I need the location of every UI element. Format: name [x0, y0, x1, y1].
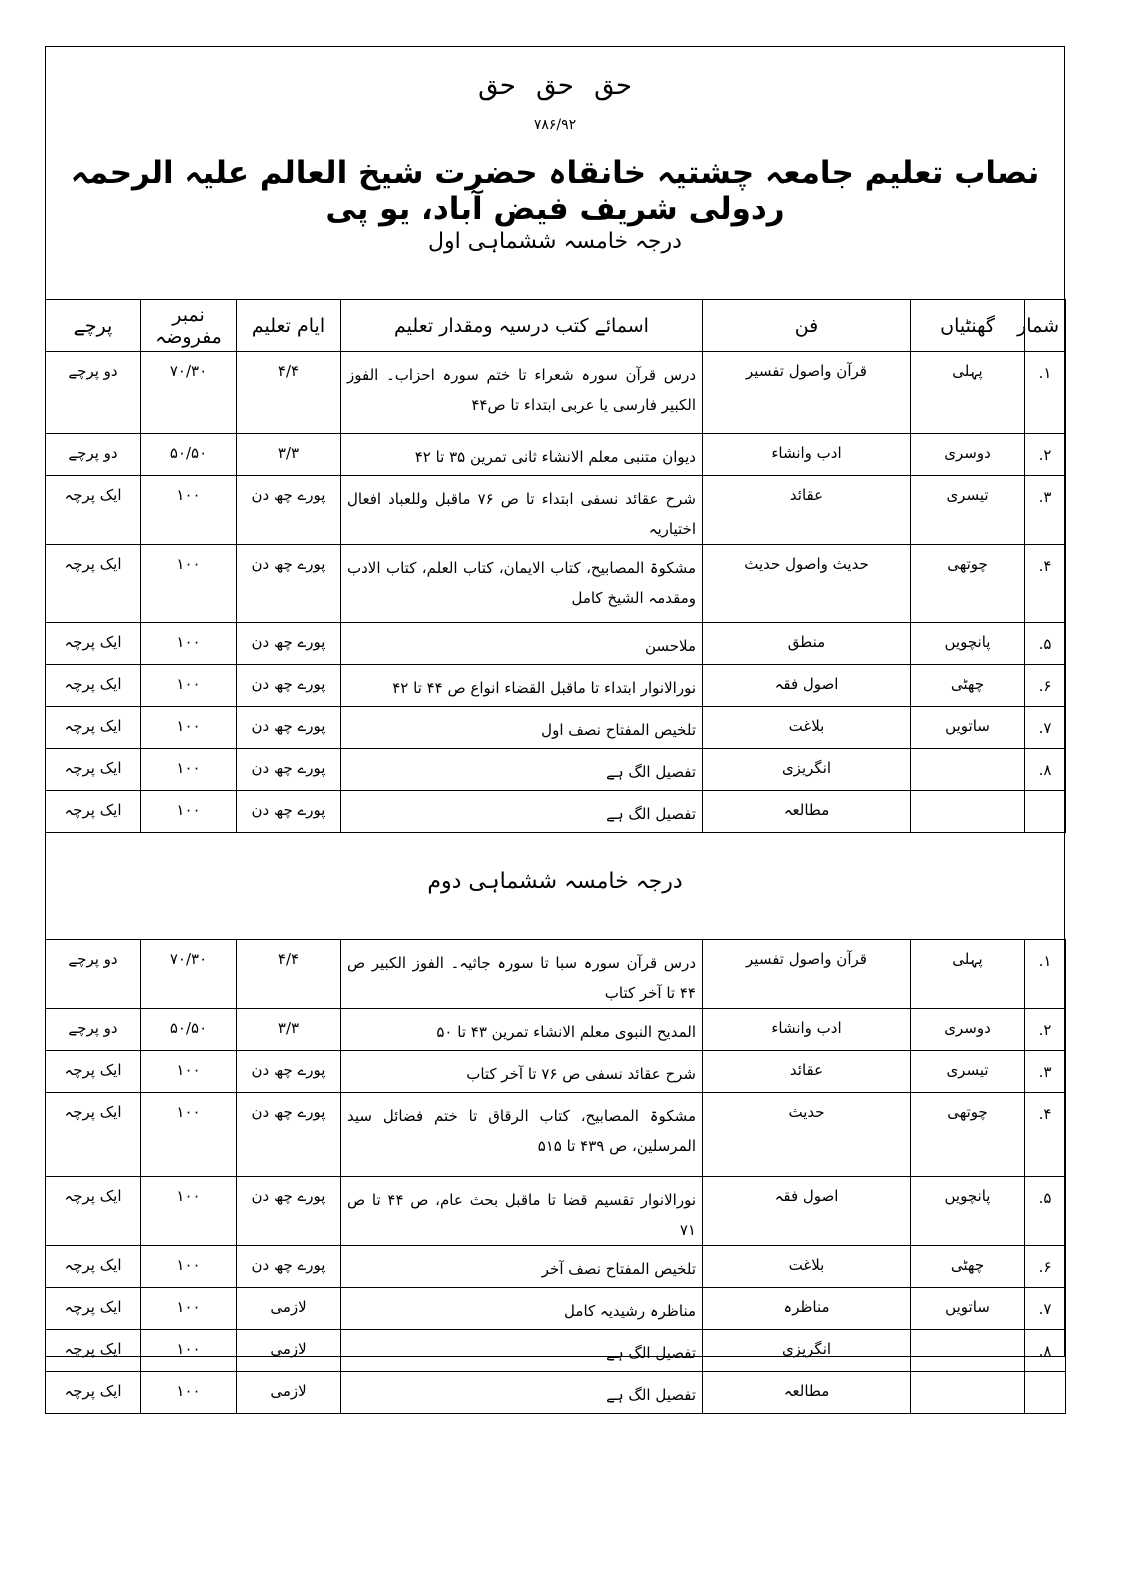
- table-row: [46, 1051, 1066, 1093]
- row-subject: بلاغت: [703, 707, 911, 749]
- row-marks: ۱۰۰: [141, 791, 237, 833]
- row-subject: مطالعہ: [703, 1372, 911, 1414]
- syllabus-table-semester-1: [45, 299, 1066, 833]
- row-days: پورے چھ دن: [237, 665, 341, 707]
- row-books: شرح عقائد نسفی ص ۷۶ تا آخر کتاب: [341, 1051, 703, 1093]
- row-days: پورے چھ دن: [237, 749, 341, 791]
- table-row: [46, 749, 1066, 791]
- row-days: لازمی: [237, 1372, 341, 1414]
- row-paper: دو پرچے: [46, 1009, 141, 1051]
- row-marks: ۱۰۰: [141, 1330, 237, 1372]
- row-period: چوتھی: [911, 1093, 1025, 1177]
- row-subject: قرآن واصول تفسیر: [703, 940, 911, 1009]
- row-days: ۳/۳: [237, 1009, 341, 1051]
- row-subject: قرآن واصول تفسیر: [703, 352, 911, 434]
- row-subject: حدیث واصول حدیث: [703, 545, 911, 623]
- row-number: [1025, 791, 1066, 833]
- header-days: ایام تعلیم: [237, 300, 341, 352]
- row-number: [1025, 1372, 1066, 1414]
- row-number: ۷.: [1025, 707, 1066, 749]
- row-number: ۳.: [1025, 1051, 1066, 1093]
- row-subject: مطالعہ: [703, 791, 911, 833]
- row-period: دوسری: [911, 1009, 1025, 1051]
- row-books: شرح عقائد نسفی ابتداء تا ص ۷۶ ماقبل وللعباد افعال اختیاریہ: [341, 476, 703, 545]
- row-marks: ۱۰۰: [141, 1093, 237, 1177]
- row-period: چھٹی: [911, 1246, 1025, 1288]
- row-number: ۵.: [1025, 1177, 1066, 1246]
- row-books: تلخیص المفتاح نصف اول: [341, 707, 703, 749]
- row-days: ۳/۳: [237, 434, 341, 476]
- row-number: ۱.: [1025, 940, 1066, 1009]
- row-books: مناظرہ رشیدیہ کامل: [341, 1288, 703, 1330]
- row-books: نورالانوار ابتداء تا ماقبل القضاء انواع ص ۴۴ تا ۴۲: [341, 665, 703, 707]
- row-marks: ۱۰۰: [141, 1372, 237, 1414]
- row-subject: بلاغت: [703, 1246, 911, 1288]
- table-row: [46, 665, 1066, 707]
- row-number: ۶.: [1025, 665, 1066, 707]
- row-books: نورالانوار تقسیم قضا تا ماقبل بحث عام، ص ۴۴ تا ص ۷۱: [341, 1177, 703, 1246]
- table-row: [46, 707, 1066, 749]
- row-period: [911, 791, 1025, 833]
- row-period: تیسری: [911, 1051, 1025, 1093]
- table-row: [46, 1009, 1066, 1051]
- row-days: پورے چھ دن: [237, 707, 341, 749]
- row-subject: اصول فقہ: [703, 1177, 911, 1246]
- row-days: ۴/۴: [237, 940, 341, 1009]
- row-marks: ۱۰۰: [141, 665, 237, 707]
- row-days: پورے چھ دن: [237, 791, 341, 833]
- table-row: [46, 1177, 1066, 1246]
- header-books: اسمائے کتب درسیہ ومقدار تعلیم: [341, 300, 703, 352]
- row-books: المدیح النبوی معلم الانشاء تمرین ۴۳ تا ۵۰: [341, 1009, 703, 1051]
- row-marks: ۱۰۰: [141, 1288, 237, 1330]
- row-number: ۳.: [1025, 476, 1066, 545]
- row-number: ۵.: [1025, 623, 1066, 665]
- row-books: تفصیل الگ ہے: [341, 791, 703, 833]
- table-row: [46, 1372, 1066, 1414]
- row-books: تفصیل الگ ہے: [341, 749, 703, 791]
- section-heading-semester-1: درجہ خامسہ ششماہی اول: [428, 229, 682, 254]
- row-paper: ایک پرچہ: [46, 791, 141, 833]
- row-days: پورے چھ دن: [237, 1093, 341, 1177]
- header-period: گھنٹیاں: [911, 300, 1025, 352]
- row-paper: ایک پرچہ: [46, 1177, 141, 1246]
- table-row: [46, 940, 1066, 1009]
- row-number: ۱.: [1025, 352, 1066, 434]
- row-number: ۴.: [1025, 1093, 1066, 1177]
- syllabus-sheet: [45, 46, 1065, 1404]
- row-marks: ۷۰/۳۰: [141, 940, 237, 1009]
- row-books: مشکوۃ المصابیح، کتاب الرقاق تا ختم فضائل سید المرسلین، ص ۴۳۹ تا ۵۱۵: [341, 1093, 703, 1177]
- row-subject: مناظرہ: [703, 1288, 911, 1330]
- row-days: ۴/۴: [237, 352, 341, 434]
- row-paper: ایک پرچہ: [46, 1246, 141, 1288]
- row-period: پہلی: [911, 940, 1025, 1009]
- row-days: پورے چھ دن: [237, 1051, 341, 1093]
- row-books: درس قرآن سورہ سبا تا سورہ جاثیہ۔ الفوز الکبیر ص ۴۴ تا آخر کتاب: [341, 940, 703, 1009]
- header-paper: پرچے: [46, 300, 141, 352]
- row-period: ساتویں: [911, 707, 1025, 749]
- row-paper: ایک پرچہ: [46, 749, 141, 791]
- row-books: دیوان متنبی معلم الانشاء ثانی تمرین ۳۵ تا ۴۲: [341, 434, 703, 476]
- row-marks: ۱۰۰: [141, 1051, 237, 1093]
- row-days: پورے چھ دن: [237, 623, 341, 665]
- table-row: [46, 1093, 1066, 1177]
- syllabus-table-semester-2: [45, 939, 1066, 1414]
- section-heading-semester-2: درجہ خامسہ ششماہی دوم: [427, 869, 683, 894]
- row-paper: ایک پرچہ: [46, 1051, 141, 1093]
- row-subject: انگریزی: [703, 749, 911, 791]
- row-books: تلخیص المفتاح نصف آخر: [341, 1246, 703, 1288]
- row-days: پورے چھ دن: [237, 545, 341, 623]
- row-marks: ۵۰/۵۰: [141, 1009, 237, 1051]
- row-days: پورے چھ دن: [237, 476, 341, 545]
- row-paper: ایک پرچہ: [46, 1372, 141, 1414]
- row-period: [911, 1372, 1025, 1414]
- row-number: ۴.: [1025, 545, 1066, 623]
- row-number: ۸.: [1025, 749, 1066, 791]
- page-title: نصاب تعلیم جامعہ چشتیہ خانقاہ حضرت شیخ العالم علیہ الرحمہ ردولی شریف فیض آباد، یو پی: [70, 155, 1040, 227]
- row-subject: عقائد: [703, 476, 911, 545]
- row-paper: ایک پرچہ: [46, 707, 141, 749]
- table-row: [46, 476, 1066, 545]
- reference-number: ۷۸۶/۹۲: [533, 117, 577, 133]
- table-row: [46, 352, 1066, 434]
- header-fan: فن: [703, 300, 911, 352]
- row-marks: ۱۰۰: [141, 545, 237, 623]
- row-marks: ۱۰۰: [141, 749, 237, 791]
- table-row: [46, 1288, 1066, 1330]
- row-marks: ۱۰۰: [141, 1177, 237, 1246]
- row-subject: ادب وانشاء: [703, 1009, 911, 1051]
- header-marks: نمبر مفروضہ: [141, 300, 237, 352]
- row-period: پہلی: [911, 352, 1025, 434]
- row-number: ۸.: [1025, 1330, 1066, 1372]
- row-marks: ۵۰/۵۰: [141, 434, 237, 476]
- row-days: پورے چھ دن: [237, 1177, 341, 1246]
- row-marks: ۱۰۰: [141, 623, 237, 665]
- row-period: ساتویں: [911, 1288, 1025, 1330]
- table-row: [46, 791, 1066, 833]
- row-paper: ایک پرچہ: [46, 545, 141, 623]
- row-period: پانچویں: [911, 1177, 1025, 1246]
- row-period: دوسری: [911, 434, 1025, 476]
- row-days: لازمی: [237, 1288, 341, 1330]
- row-books: درس قرآن سورہ شعراء تا ختم سورہ احزاب۔ الفوز الکبیر فارسی یا عربی ابتداء تا ص۴۴: [341, 352, 703, 434]
- table-row: [46, 1330, 1066, 1372]
- table-row: [46, 623, 1066, 665]
- row-paper: دو پرچے: [46, 434, 141, 476]
- row-number: ۷.: [1025, 1288, 1066, 1330]
- row-period: چھٹی: [911, 665, 1025, 707]
- row-subject: منطق: [703, 623, 911, 665]
- row-paper: ایک پرچہ: [46, 623, 141, 665]
- row-days: لازمی: [237, 1330, 341, 1372]
- row-marks: ۷۰/۳۰: [141, 352, 237, 434]
- row-subject: اصول فقہ: [703, 665, 911, 707]
- header-num: شمار: [1025, 300, 1066, 352]
- row-period: [911, 1330, 1025, 1372]
- table-row: [46, 1246, 1066, 1288]
- row-days: پورے چھ دن: [237, 1246, 341, 1288]
- row-number: ۶.: [1025, 1246, 1066, 1288]
- row-paper: ایک پرچہ: [46, 1330, 141, 1372]
- row-paper: ایک پرچہ: [46, 665, 141, 707]
- row-subject: حدیث: [703, 1093, 911, 1177]
- table-row: [46, 434, 1066, 476]
- row-period: [911, 749, 1025, 791]
- row-number: ۲.: [1025, 1009, 1066, 1051]
- invocation-heading: حق حق حق: [478, 71, 632, 101]
- row-books: ملاحسن: [341, 623, 703, 665]
- row-period: چوتھی: [911, 545, 1025, 623]
- row-subject: انگریزی: [703, 1330, 911, 1372]
- row-marks: ۱۰۰: [141, 476, 237, 545]
- row-paper: ایک پرچہ: [46, 476, 141, 545]
- row-paper: ایک پرچہ: [46, 1288, 141, 1330]
- row-marks: ۱۰۰: [141, 1246, 237, 1288]
- table-header-row: [46, 300, 1066, 352]
- row-books: تفصیل الگ ہے: [341, 1330, 703, 1372]
- row-paper: دو پرچے: [46, 352, 141, 434]
- table-row: [46, 545, 1066, 623]
- row-period: پانچویں: [911, 623, 1025, 665]
- row-period: تیسری: [911, 476, 1025, 545]
- row-books: تفصیل الگ ہے: [341, 1372, 703, 1414]
- row-number: ۲.: [1025, 434, 1066, 476]
- row-paper: ایک پرچہ: [46, 1093, 141, 1177]
- row-marks: ۱۰۰: [141, 707, 237, 749]
- row-paper: دو پرچے: [46, 940, 141, 1009]
- row-books: مشکوۃ المصابیح، کتاب الایمان، کتاب العلم، کتاب الادب ومقدمہ الشیخ کامل: [341, 545, 703, 623]
- row-subject: ادب وانشاء: [703, 434, 911, 476]
- row-subject: عقائد: [703, 1051, 911, 1093]
